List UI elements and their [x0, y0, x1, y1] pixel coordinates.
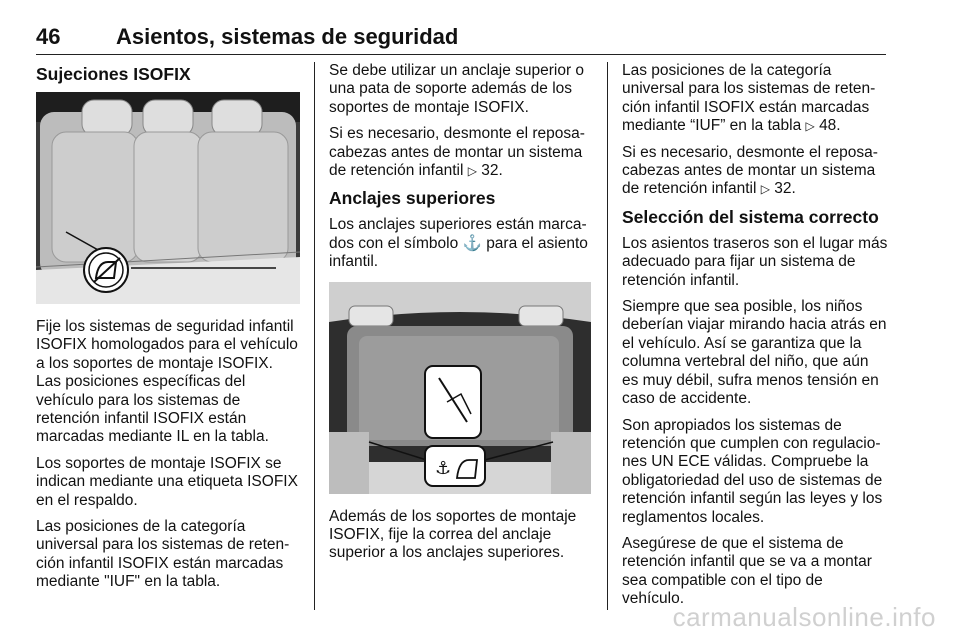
page-header: [36, 20, 886, 55]
section-heading-selection: Selección del sistema correcto: [622, 206, 879, 227]
column-3: [622, 62, 888, 617]
column-2: [329, 62, 591, 571]
paragraph: Son apropiados los sistemas de retención que cumplen con regulaciones UN ECE válidas. Compruebe la obligatoriedad del uso de sistemas de retención infantil según las leyes y los reglamentos locales.: [622, 416, 883, 526]
triangle-right-icon: ▷: [760, 182, 770, 197]
isofix-seat-drawing: [36, 92, 300, 304]
section-heading-isofix: Sujeciones ISOFIX: [36, 64, 191, 84]
paragraph: Los soportes de montaje ISOFIX se indican mediante una etiqueta ISOFIX en el respaldo.: [36, 454, 298, 509]
paragraph-text: para el asiento infantil.: [329, 234, 588, 271]
svg-text:⚓: ⚓: [435, 457, 452, 479]
paragraph: [622, 144, 888, 199]
paragraph: Las posiciones de la categoría universal para los sistemas de retención infantil ISOFIX están marcadas mediante "IUF" en la tabla.: [36, 518, 290, 591]
paragraph: [329, 125, 591, 180]
paragraph-text: Si es necesario, desmonte el reposacabezas antes de montar un sistema de retención infantil: [329, 125, 585, 180]
chapter-title: Asientos, sistemas de seguridad: [116, 24, 459, 49]
top-tether-anchor-icon: ⚓: [462, 234, 482, 252]
paragraph: Los asientos traseros son el lugar más adecuado para fijar un sistema de retención infantil.: [622, 234, 888, 289]
paragraph: Siempre que sea posible, los niños deberían viajar mirando hacia atrás en el vehículo. Así se garantiza que la columna vertebral del niño, que aún es muy débil, sufra menos tensión en caso de accidente.: [622, 298, 887, 408]
top-tether-drawing: [329, 282, 591, 494]
paragraph: [622, 62, 888, 136]
page-reference[interactable]: 48.: [819, 117, 841, 135]
page-number: 46: [36, 24, 61, 49]
rear-seat-isofix-illustration: [36, 92, 300, 304]
page-reference[interactable]: 32.: [774, 180, 796, 198]
paragraph: Asegúrese de que el sistema de retención infantil que se va a montar sea compatible con el tipo de vehículo.: [622, 534, 872, 608]
column-1: [36, 62, 300, 600]
paragraph: [329, 216, 591, 271]
page-reference[interactable]: 32.: [481, 162, 503, 180]
section-heading-top-tether: Anclajes superiores: [329, 188, 496, 209]
paragraph: Además de los soportes de montaje ISOFIX, fije la correa del anclaje superior a los anclajes superiores.: [329, 507, 577, 562]
cargo-area-top-tether-illustration: [329, 282, 591, 494]
paragraph: Se debe utilizar un anclaje superior o una pata de soporte además de los soportes de montaje ISOFIX.: [329, 62, 585, 116]
triangle-right-icon: ▷: [805, 119, 815, 134]
paragraph-text: Si es necesario, desmonte el reposacabezas antes de montar un sistema de retención infantil: [622, 143, 878, 198]
triangle-right-icon: ▷: [467, 164, 477, 179]
paragraph-text: Las posiciones de la categoría universal para los sistemas de retención infantil ISOFIX están marcadas mediante “IUF” en la tabla: [622, 62, 876, 135]
watermark: carmanualsonline.info: [672, 602, 936, 632]
column-divider: [607, 62, 608, 610]
paragraph: Fije los sistemas de seguridad infantil ISOFIX homologados para el vehículo a los soportes de montaje ISOFIX. Las posiciones específicas del vehículo para los sistemas de retención infantil ISOFIX están marcadas mediante IL en la tabla.: [36, 318, 298, 446]
column-divider: [314, 62, 315, 610]
paragraph-text: Los anclajes superiores están marcados con el símbolo: [329, 216, 587, 252]
